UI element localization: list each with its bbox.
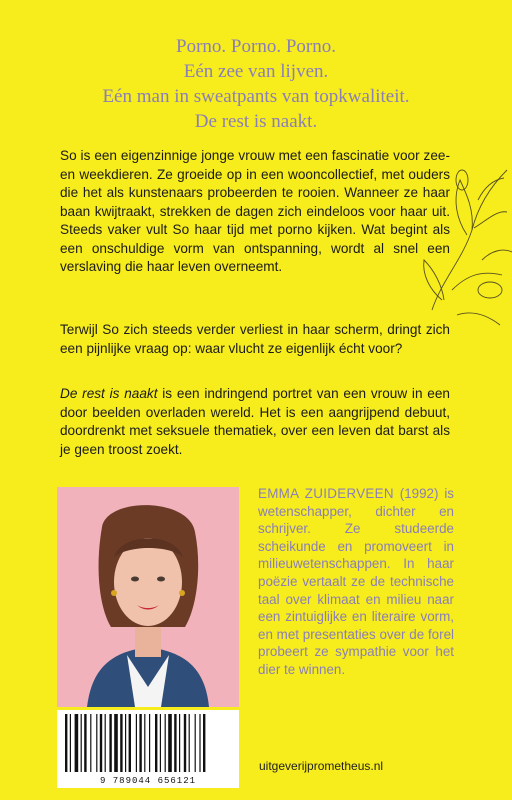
author-bio-text: is wetenschapper, dichter en schrijver. Ze studeerde scheikunde en promoveert in milieuwetenschappen. In haar poëzie vertaalt ze de technische taal over klimaat en milieu naar een zintuiglijke en literaire vorm, en met presentaties over de forel probeert ze sympathie voor het dier te winnen. bbox=[258, 486, 454, 677]
tagline-line-2: Eén zee van lijven. bbox=[183, 61, 329, 82]
isbn-number: 9 789044 656121 bbox=[99, 776, 196, 786]
blurb-paragraph-3 bbox=[60, 385, 450, 459]
barcode bbox=[57, 710, 239, 788]
tagline bbox=[0, 34, 512, 134]
author-name: EMMA ZUIDERVEEN bbox=[258, 486, 394, 501]
publisher-website[interactable]: uitgeverijprometheus.nl bbox=[259, 759, 384, 773]
tagline-line-3: Eén man in sweatpants van topkwaliteit. bbox=[102, 86, 410, 107]
tagline-line-1: Porno. Porno. Porno. bbox=[176, 36, 336, 57]
author-bio bbox=[258, 485, 454, 679]
blurb-paragraph-1: So is een eigenzinnige jonge vrouw met een fascinatie voor zee- en weekdieren. Ze groeide op in een wooncollectief, met ouders die het als kunstenaars probeerden te rooien. Wanneer ze haar baan kwijtraakt, strekken de dagen zich eindeloos voor haar uit. Steeds vaker vult So haar tijd met porno kijken. Wat begint als een onschuldige vorm van ontspanning, wordt al snel een verslaving die haar leven overneemt. bbox=[60, 148, 450, 274]
flower-illustration bbox=[412, 140, 512, 340]
blurb-paragraph-2: Terwijl So zich steeds verder verliest in haar scherm, dringt zich een pijnlijke vraag op: waar vlucht ze eigenlijk écht voor? bbox=[60, 322, 450, 356]
book-title: De rest is naakt bbox=[60, 386, 158, 401]
author-year: (1992) bbox=[393, 486, 439, 501]
tagline-line-4: De rest is naakt. bbox=[194, 111, 318, 132]
barcode-bars bbox=[57, 710, 239, 774]
blurb-paragraph-3-text: is een indringend portret van een vrouw in een door beelden overladen wereld. Het is een aangrijpend debuut, doordrenkt met seksuele thematiek, over een leven dat barst als je geen troost zoekt. bbox=[60, 386, 450, 457]
author-photo bbox=[57, 487, 239, 707]
